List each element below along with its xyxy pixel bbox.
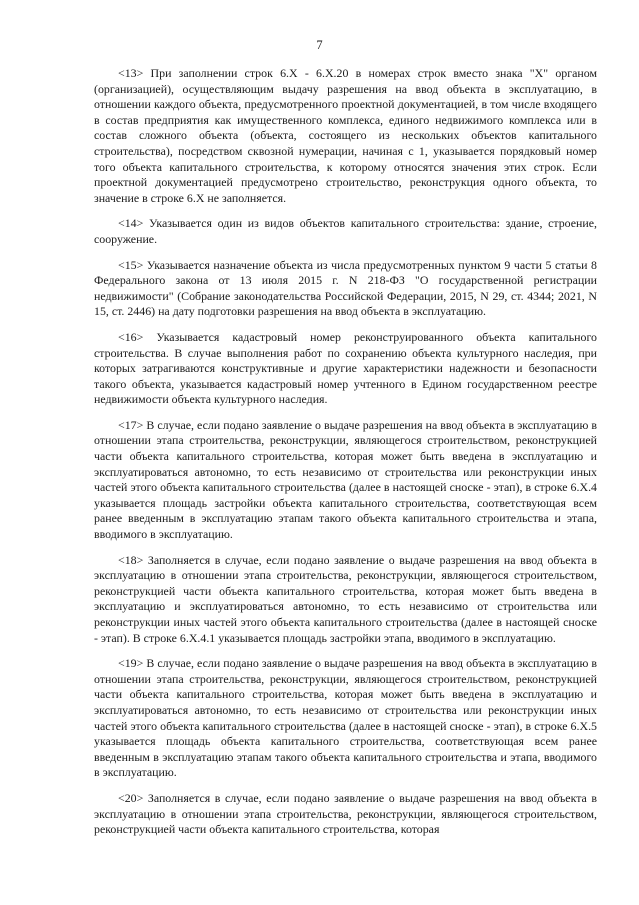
page-number: 7 xyxy=(316,38,323,52)
footnote-20: <20> Заполняется в случае, если подано заявление о выдаче разрешения на ввод объекта в эксплуатацию в отношении этапа строительства, реконструкции, являющегося строительством, реконструкцией части объекта капитального строительства, которая xyxy=(94,790,597,837)
footnote-15: <15> Указывается назначение объекта из числа предусмотренных пунктом 9 части 5 статьи 8 Федерального закона от 13 июля 2015 г. N 218-ФЗ "О государственной регистрации недвижимости" (Собрание законодательства Российской Федерации, 2015, N 29, ст. 4344; 2021, N 15, ст. 2446) на дату подготовки разрешения на ввод объекта в эксплуатацию. xyxy=(94,257,597,319)
footnote-18: <18> Заполняется в случае, если подано заявление о выдаче разрешения на ввод объекта в эксплуатацию в отношении этапа строительства, реконструкции, являющегося строительством, реконструкцией части объекта капитального строительства, которая может быть введена в эксплуатацию и эксплуатироваться автономно, то есть независимо от строительства или реконструкции иных частей этого объекта капитального строительства (далее в настоящей сноске - этап). В строке 6.X.4.1 указывается площадь застройки этапа, вводимого в эксплуатацию. xyxy=(94,552,597,645)
footnote-19: <19> В случае, если подано заявление о выдаче разрешения на ввод объекта в эксплуатацию в отношении этапа строительства, реконструкции, являющегося строительством, реконструкцией части объекта капитального строительства, которая может быть введена в эксплуатацию и эксплуатироваться автономно, то есть независимо от строительства или реконструкции иных частей этого объекта капитального строительства (далее в настоящей сноске - этап), в строке 6.X.5 указывается площадь объекта капитального строительства, соответствующая всем ранее введенным в эксплуатацию этапам такого объекта капитального строительства и этапа, вводимого в эксплуатацию. xyxy=(94,656,597,780)
footnote-14: <14> Указывается один из видов объектов капитального строительства: здание, строение, сооружение. xyxy=(94,216,597,246)
footnote-17: <17> В случае, если подано заявление о выдаче разрешения на ввод объекта в эксплуатацию в отношении этапа строительства, реконструкции, являющегося строительством, реконструкцией части объекта капитального строительства, которая может быть введена в эксплуатацию и эксплуатироваться автономно, то есть независимо от строительства или реконструкции иных частей этого объекта капитального строительства (далее в настоящей сноске - этап), в строке 6.X.4 указывается площадь застройки объекта капитального строительства, соответствующая всем ранее введенным в эксплуатацию этапам такого объекта капитального строительства и этапа, вводимого в эксплуатацию. xyxy=(94,417,597,542)
footnote-13: <13> При заполнении строк 6.X - 6.X.20 в номерах строк вместо знака "X" органом (организацией), осуществляющим выдачу разрешения на ввод объекта в эксплуатацию, в отношении каждого объекта, предусмотренного проектной документацией, в том числе входящего в состав предприятия как имущественного комплекса, единого недвижимого комплекса или в состав сложного объекта (объекта, состоящего из нескольких объектов капитального строительства), посредством сквозной нумерации, начиная с 1, указывается порядковый номер того объекта капитального строительства, к которому относятся значения этих строк. Если проектной документацией предусмотрено строительство, реконструкция одного объекта, то значение в строке 6.X не заполняется. xyxy=(94,66,597,205)
footnotes-body xyxy=(94,66,597,848)
footnote-16: <16> Указывается кадастровый номер реконструированного объекта капитального строительства. В случае выполнения работ по сохранению объекта культурного наследия, при которых затрагиваются конструктивные и другие характеристики надежности и безопасности такого объекта, указывается кадастровый номер учтенного в Едином государственном реестре недвижимости объекта культурного наследия. xyxy=(94,329,597,407)
